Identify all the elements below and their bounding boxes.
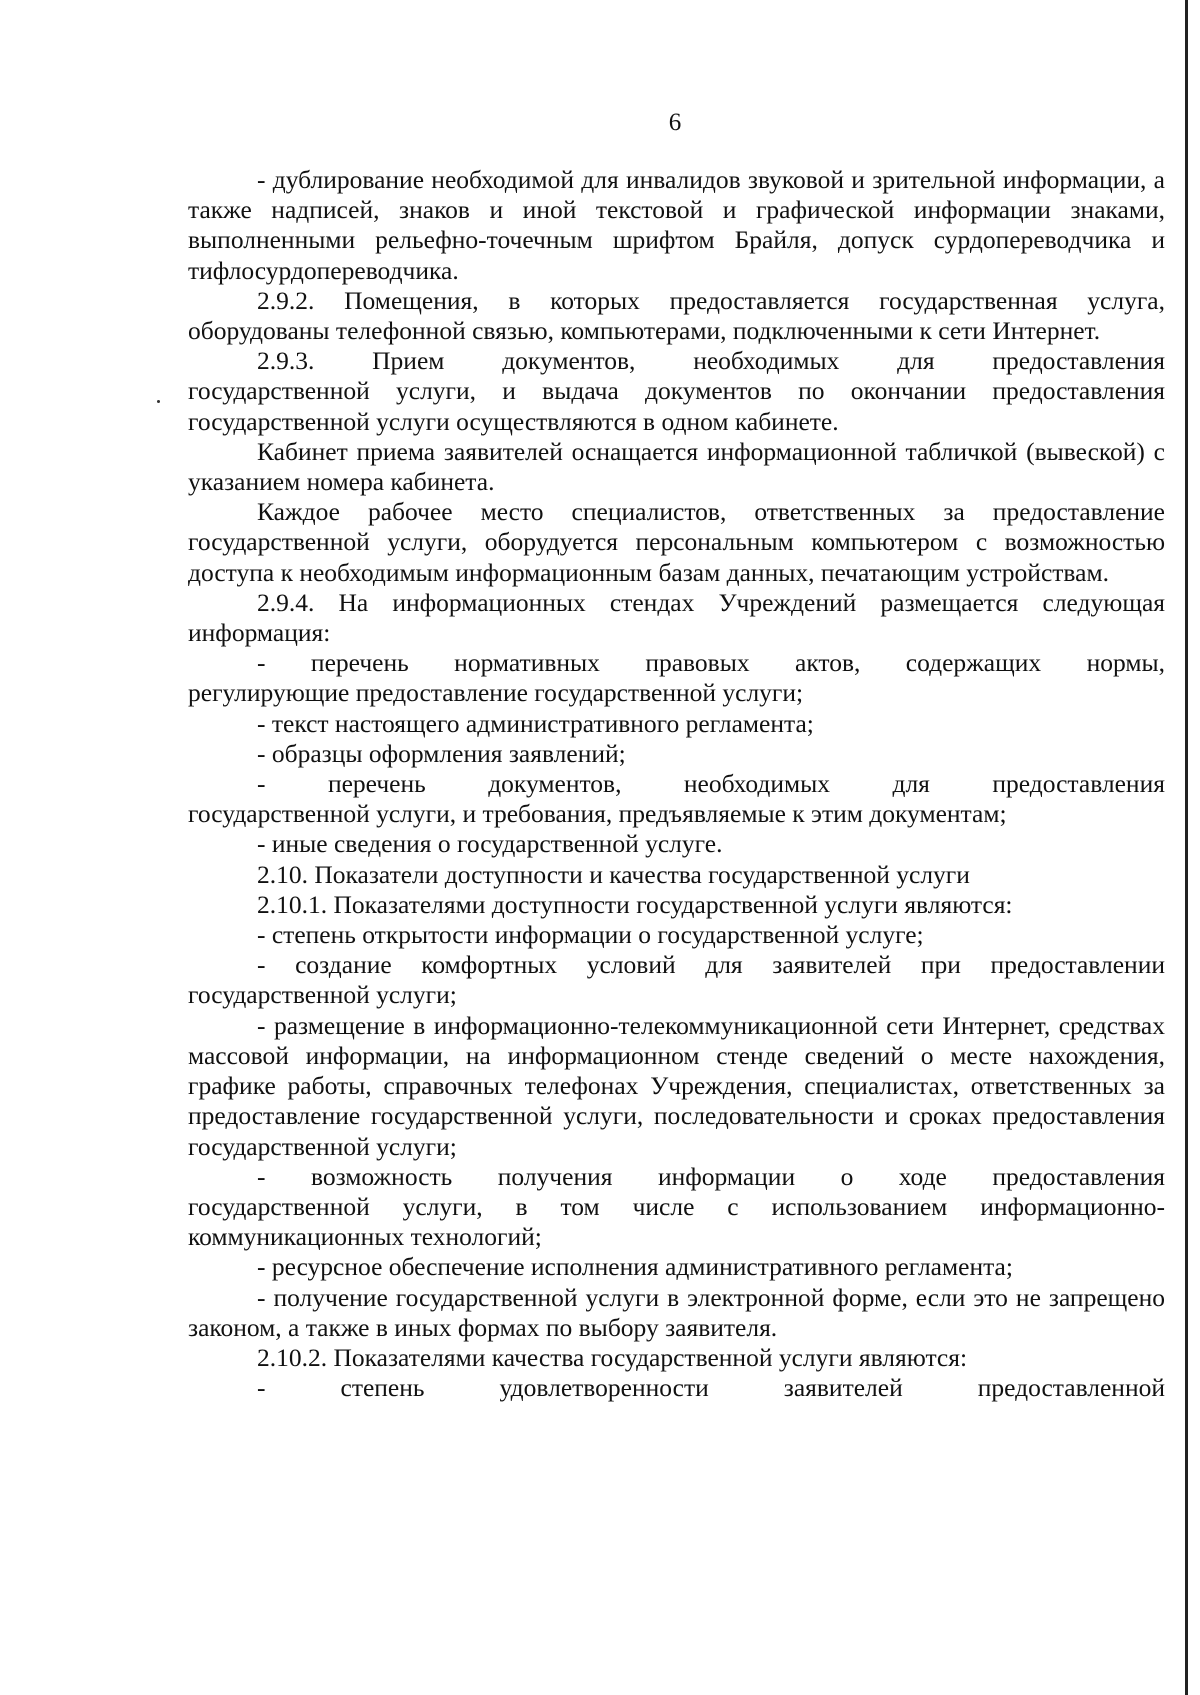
- word: нормативных: [454, 648, 600, 678]
- document-body: [188, 165, 1165, 1403]
- list-item-first-line: [188, 648, 1165, 678]
- section-heading: 2.10. Показатели доступности и качества государственной услуги: [257, 859, 970, 889]
- list-item-first-line: [188, 769, 1165, 799]
- list-item-first-line: [188, 1162, 1165, 1192]
- word: о: [840, 1161, 854, 1191]
- word: необходимых: [693, 346, 840, 376]
- word: -: [257, 1373, 266, 1403]
- word: перечень: [327, 769, 426, 799]
- list-item: - создание комфортных условий для заявителей при предоставлении государственной услуги;: [188, 950, 1165, 1010]
- word: -: [257, 1161, 266, 1191]
- word: правовых: [645, 648, 750, 678]
- word: нормы,: [1086, 648, 1165, 678]
- list-item: - степень открытости информации о государственной услуге;: [257, 920, 924, 950]
- word: содержащих: [905, 648, 1042, 678]
- list-item-continuation: государственной услуги, и требования, предъявляемые к этим документам;: [188, 799, 1007, 829]
- paragraph: Каждое рабочее место специалистов, ответственных за предоставление государственной услуги, оборудуется персональным компьютером с возможностью доступа к необходимым информационным базам данных, печатающим устройствам.: [188, 497, 1165, 587]
- list-item: - размещение в информационно-телекоммуникационной сети Интернет, средствах массовой информации, на информационном стенде сведений о месте нахождения, графике работы, справочных телефонах Учреждения, специалистах, ответственных за предоставление государственной услуги, последовательности и сроках предоставления государственной услуги;: [188, 1010, 1165, 1161]
- word: степень: [340, 1373, 425, 1403]
- paragraph-continuation: государственной услуги, и выдача документов по окончании предоставления государственной услуги осуществляются в одном кабинете.: [188, 376, 1165, 436]
- paragraph: 2.9.2. Помещения, в которых предоставляется государственная услуга, оборудованы телефонной связью, компьютерами, подключенными к сети Интернет.: [188, 285, 1165, 346]
- list-item: - ресурсное обеспечение исполнения административного регламента;: [257, 1252, 1013, 1282]
- word: Прием: [372, 346, 445, 376]
- word: актов,: [795, 648, 861, 678]
- word: для: [897, 346, 935, 376]
- paragraph: 2.9.4. На информационных стендах Учреждений размещается следующая информация:: [188, 587, 1165, 648]
- list-item-continuation: государственной услуги, в том числе с использованием информационно-коммуникационных технологий;: [188, 1191, 1165, 1252]
- list-item-first-line: [188, 1373, 1165, 1403]
- word: возможность: [310, 1161, 453, 1191]
- word: предоставления: [992, 1161, 1165, 1191]
- word: необходимых: [683, 769, 831, 799]
- list-item: - текст настоящего административного регламента;: [257, 708, 814, 738]
- word: документов,: [488, 769, 622, 799]
- word: -: [257, 769, 266, 799]
- word: получения: [497, 1161, 613, 1191]
- paragraph: Кабинет приема заявителей оснащается информационной табличкой (вывеской) с указанием номера кабинета.: [188, 436, 1165, 497]
- word: информации: [657, 1161, 796, 1191]
- word: перечень: [310, 648, 409, 678]
- scan-edge-line: [1185, 0, 1188, 1695]
- word: документов,: [502, 346, 636, 376]
- list-item: - образцы оформления заявлений;: [257, 738, 626, 768]
- list-item-continuation: регулирующие предоставление государственной услуги;: [188, 678, 804, 708]
- scan-speck: [157, 400, 160, 403]
- page-number: 6: [668, 109, 682, 136]
- word: предоставления: [992, 346, 1165, 376]
- paragraph: 2.10.2. Показателями качества государственной услуги являются:: [257, 1342, 968, 1372]
- word: ходе: [898, 1161, 947, 1191]
- list-item: - получение государственной услуги в электронной форме, если это не запрещено законом, а также в иных формах по выбору заявителя.: [188, 1282, 1165, 1342]
- word: для: [892, 769, 930, 799]
- word: предоставленной: [977, 1373, 1165, 1403]
- word: 2.9.3.: [257, 346, 315, 376]
- word: удовлетворенности: [499, 1373, 709, 1403]
- paragraph-2-9-3-first-line: [188, 346, 1165, 376]
- word: предоставления: [992, 769, 1165, 799]
- paragraph: - дублирование необходимой для инвалидов звуковой и зрительной информации, а также надписей, знаков и иной текстовой и графической информации знаками, выполненными рельефно-точечным шрифтом Брайля, допуск сурдопереводчика и тифлосурдопереводчика.: [188, 165, 1165, 285]
- paragraph: 2.10.1. Показателями доступности государственной услуги являются:: [257, 889, 1013, 919]
- word: заявителей: [783, 1373, 903, 1403]
- list-item: - иные сведения о государственной услуге.: [257, 829, 723, 859]
- word: -: [257, 648, 266, 678]
